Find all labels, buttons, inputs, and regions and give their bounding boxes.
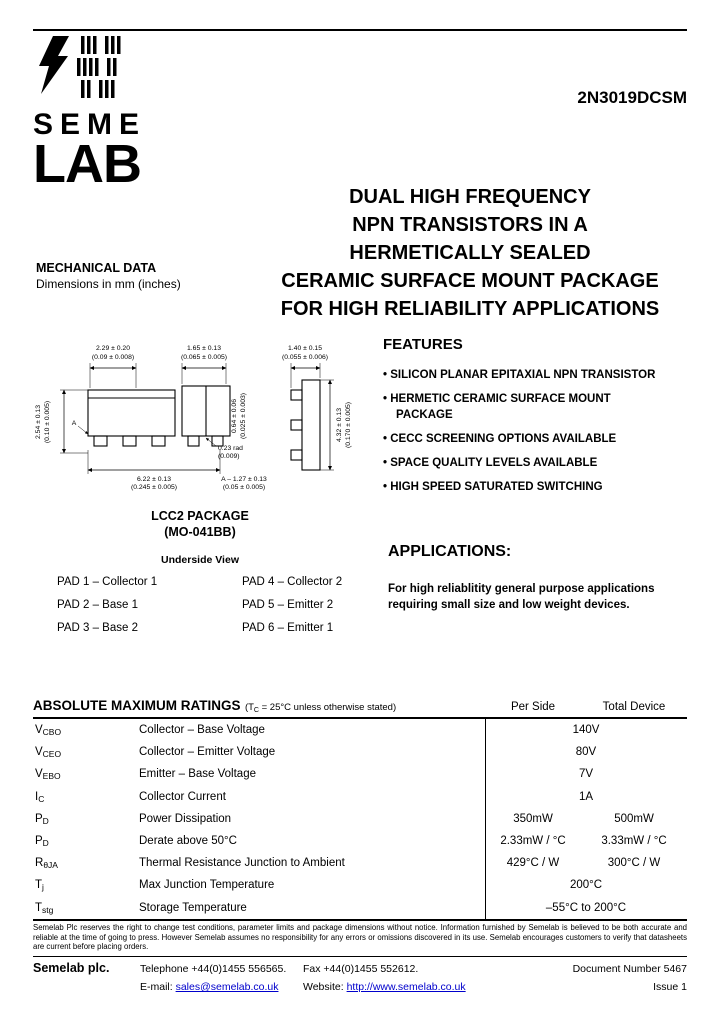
issue-number: Issue 1 — [653, 981, 687, 993]
dim-label: (0.025 ± 0.003) — [240, 392, 247, 440]
document-number: Document Number 5467 — [572, 963, 687, 975]
rating-symbol: $P_D$ — [35, 812, 49, 826]
part-number: 2N3019DCSM — [577, 88, 687, 107]
package-name: LCC2 PACKAGE — [151, 509, 249, 523]
dim-label: 2.54 ± 0.13 — [35, 405, 42, 439]
feature-item: • SPACE QUALITY LEVELS AVAILABLE — [383, 455, 668, 471]
rating-value: 7V — [578, 768, 594, 781]
pad-item: PAD 5 – Emitter 2 — [242, 599, 334, 611]
rating-value-total: 500mW — [614, 812, 654, 825]
rating-parameter: Collector Current — [139, 790, 226, 803]
email-row — [140, 981, 278, 993]
title-line: NPN TRANSISTORS IN A — [352, 214, 588, 236]
rating-symbol: $R_{\theta JA}$ — [35, 857, 58, 871]
title-line: DUAL HIGH FREQUENCY — [349, 186, 591, 208]
rating-parameter: Emitter – Base Voltage — [139, 768, 256, 781]
rating-value-total: 300°C / W — [607, 857, 661, 870]
table-row — [33, 852, 687, 874]
document-title — [250, 183, 690, 323]
feature-item: • HERMETIC CERAMIC SURFACE MOUNT PACKAGE — [383, 391, 668, 423]
rating-symbol: $P_D$ — [35, 834, 49, 848]
dim-label: (0.09 ± 0.008) — [91, 354, 135, 361]
dim-label: 1.40 ± 0.15 — [288, 345, 322, 352]
website-label: Website: — [303, 981, 347, 993]
dim-label: 6.22 ± 0.13 — [137, 476, 171, 483]
rating-value: –55°C to 200°C — [545, 901, 627, 914]
column-header-per-side: Per Side — [510, 701, 556, 713]
pad-item: PAD 3 – Base 2 — [57, 622, 138, 634]
mechanical-data-subheading: Dimensions in mm (inches) — [36, 277, 181, 291]
absolute-maximum-ratings-table — [33, 697, 687, 921]
dim-label: (0.10 ± 0.005) — [44, 400, 51, 444]
title-line: CERAMIC SURFACE MOUNT PACKAGE — [281, 270, 659, 292]
rating-parameter: Collector – Emitter Voltage — [139, 746, 276, 759]
rating-symbol: $T_{stg}$ — [35, 901, 54, 915]
email-link[interactable]: sales@semelab.co.uk — [175, 981, 279, 993]
dim-label: (0.065 ± 0.005) — [180, 354, 228, 361]
pad-item: PAD 1 – Collector 1 — [57, 576, 158, 588]
applications-section — [388, 543, 688, 613]
dim-label: A – 1.27 ± 0.13 — [221, 476, 267, 483]
table-row — [33, 808, 687, 830]
rating-parameter: Collector – Base Voltage — [139, 724, 265, 736]
website-link[interactable]: http://www.semelab.co.uk — [346, 981, 466, 993]
table-row — [33, 830, 687, 852]
rating-value-per-side: 350mW — [513, 812, 553, 825]
dim-label: 2.29 ± 0.20 — [96, 345, 130, 352]
logo-lab-text: LAB — [33, 134, 141, 194]
applications-text: For high reliablitity general purpose applications requiring small size and low weight devices. — [388, 583, 655, 611]
website-row — [303, 981, 466, 993]
logo-seme-text: SEME — [33, 108, 147, 141]
logo-mark-icon — [33, 36, 145, 102]
dim-label: (0.05 ± 0.005) — [222, 484, 266, 491]
datum-a-label: A — [71, 420, 77, 427]
rating-value-per-side: 429°C / W — [506, 857, 560, 870]
footer — [33, 961, 687, 1003]
rating-parameter: Power Dissipation — [139, 812, 232, 825]
table-row — [33, 741, 687, 763]
rating-symbol: $V_{EBO}$ — [35, 768, 61, 782]
title-line: FOR HIGH RELIABILITY APPLICATIONS — [280, 298, 660, 320]
dim-label: 4.32 ± 0.13 — [336, 408, 343, 442]
legal-disclaimer: Semelab Plc reserves the right to change test conditions, parameter limits and package dimensions without notice. Information furnished by Semelab is believed to be both accurate and reliable at the time of going to press. However Semelab assumes no responsibility for any errors or omissions discovered in its use. Semelab encourages customers to verify that datasheets are current before placing orders. — [33, 923, 687, 957]
rating-value: 80V — [575, 746, 597, 759]
dim-label: 1.65 ± 0.13 — [187, 345, 221, 352]
pad-item: PAD 2 – Base 1 — [57, 599, 138, 611]
company-name: Semelab plc. — [33, 961, 110, 975]
rating-value: 140V — [572, 724, 600, 736]
dim-label: (0.055 ± 0.006) — [281, 354, 329, 361]
dim-label: (0.245 ± 0.005) — [130, 484, 178, 491]
ratings-heading: ABSOLUTE MAXIMUM RATINGS — [33, 698, 241, 713]
rating-symbol: $T_j$ — [35, 879, 44, 893]
top-rule — [33, 29, 687, 31]
table-row — [33, 719, 687, 741]
rating-value-total: 3.33mW / °C — [601, 834, 667, 847]
rating-value: 1A — [578, 790, 594, 803]
feature-item: • SILICON PLANAR EPITAXIAL NPN TRANSISTOR — [383, 367, 668, 383]
dim-label: 0.64 ± 0.06 — [231, 399, 238, 433]
telephone: Telephone +44(0)1455 556565. — [140, 963, 287, 975]
column-header-total-device: Total Device — [602, 701, 666, 713]
title-line: HERMETICALLY SEALED — [349, 242, 591, 264]
email-label: E-mail: — [140, 981, 176, 993]
rating-symbol: $V_{CEO}$ — [35, 746, 62, 760]
package-mechanical-drawing — [30, 338, 375, 506]
semelab-logo — [33, 36, 183, 194]
rating-parameter: Max Junction Temperature — [139, 879, 275, 892]
pad-item: PAD 6 – Emitter 1 — [242, 622, 334, 634]
package-label — [110, 508, 290, 566]
pad-item: PAD 4 – Collector 2 — [242, 576, 343, 588]
rating-parameter: Derate above 50°C — [139, 834, 237, 847]
rating-value: 200°C — [569, 879, 603, 892]
rating-parameter: Thermal Resistance Junction to Ambient — [139, 857, 345, 870]
ratings-header-row — [33, 697, 687, 719]
rating-value-per-side: 2.33mW / °C — [500, 834, 566, 847]
dim-label: 0.23 rad — [218, 445, 243, 452]
table-row — [33, 786, 687, 808]
features-heading: FEATURES — [383, 336, 463, 353]
underside-view-label: Underside View — [160, 554, 239, 566]
table-row — [33, 897, 687, 919]
ratings-condition: ($T_C = 25^\circ C$ unless otherwise stated) — [244, 702, 397, 714]
ratings-body — [33, 719, 687, 921]
applications-heading: APPLICATIONS: — [388, 543, 512, 560]
mechanical-data-heading: MECHANICAL DATA — [36, 261, 157, 275]
feature-item: • HIGH SPEED SATURATED SWITCHING — [383, 479, 668, 495]
rating-parameter: Storage Temperature — [139, 901, 247, 914]
dim-label: (0.009) — [218, 453, 240, 460]
fax: Fax +44(0)1455 552612. — [303, 963, 419, 975]
package-code: (MO-041BB) — [164, 525, 236, 539]
features-list — [383, 367, 683, 495]
pad-assignment-list — [57, 576, 442, 645]
table-row — [33, 763, 687, 785]
dim-label: (0.170 ± 0.005) — [345, 401, 352, 449]
table-row — [33, 874, 687, 896]
feature-item: • CECC SCREENING OPTIONS AVAILABLE — [383, 431, 668, 447]
rating-symbol: $V_{CBO}$ — [35, 724, 62, 737]
rating-symbol: $I_C$ — [35, 790, 45, 804]
features-section — [383, 336, 683, 503]
